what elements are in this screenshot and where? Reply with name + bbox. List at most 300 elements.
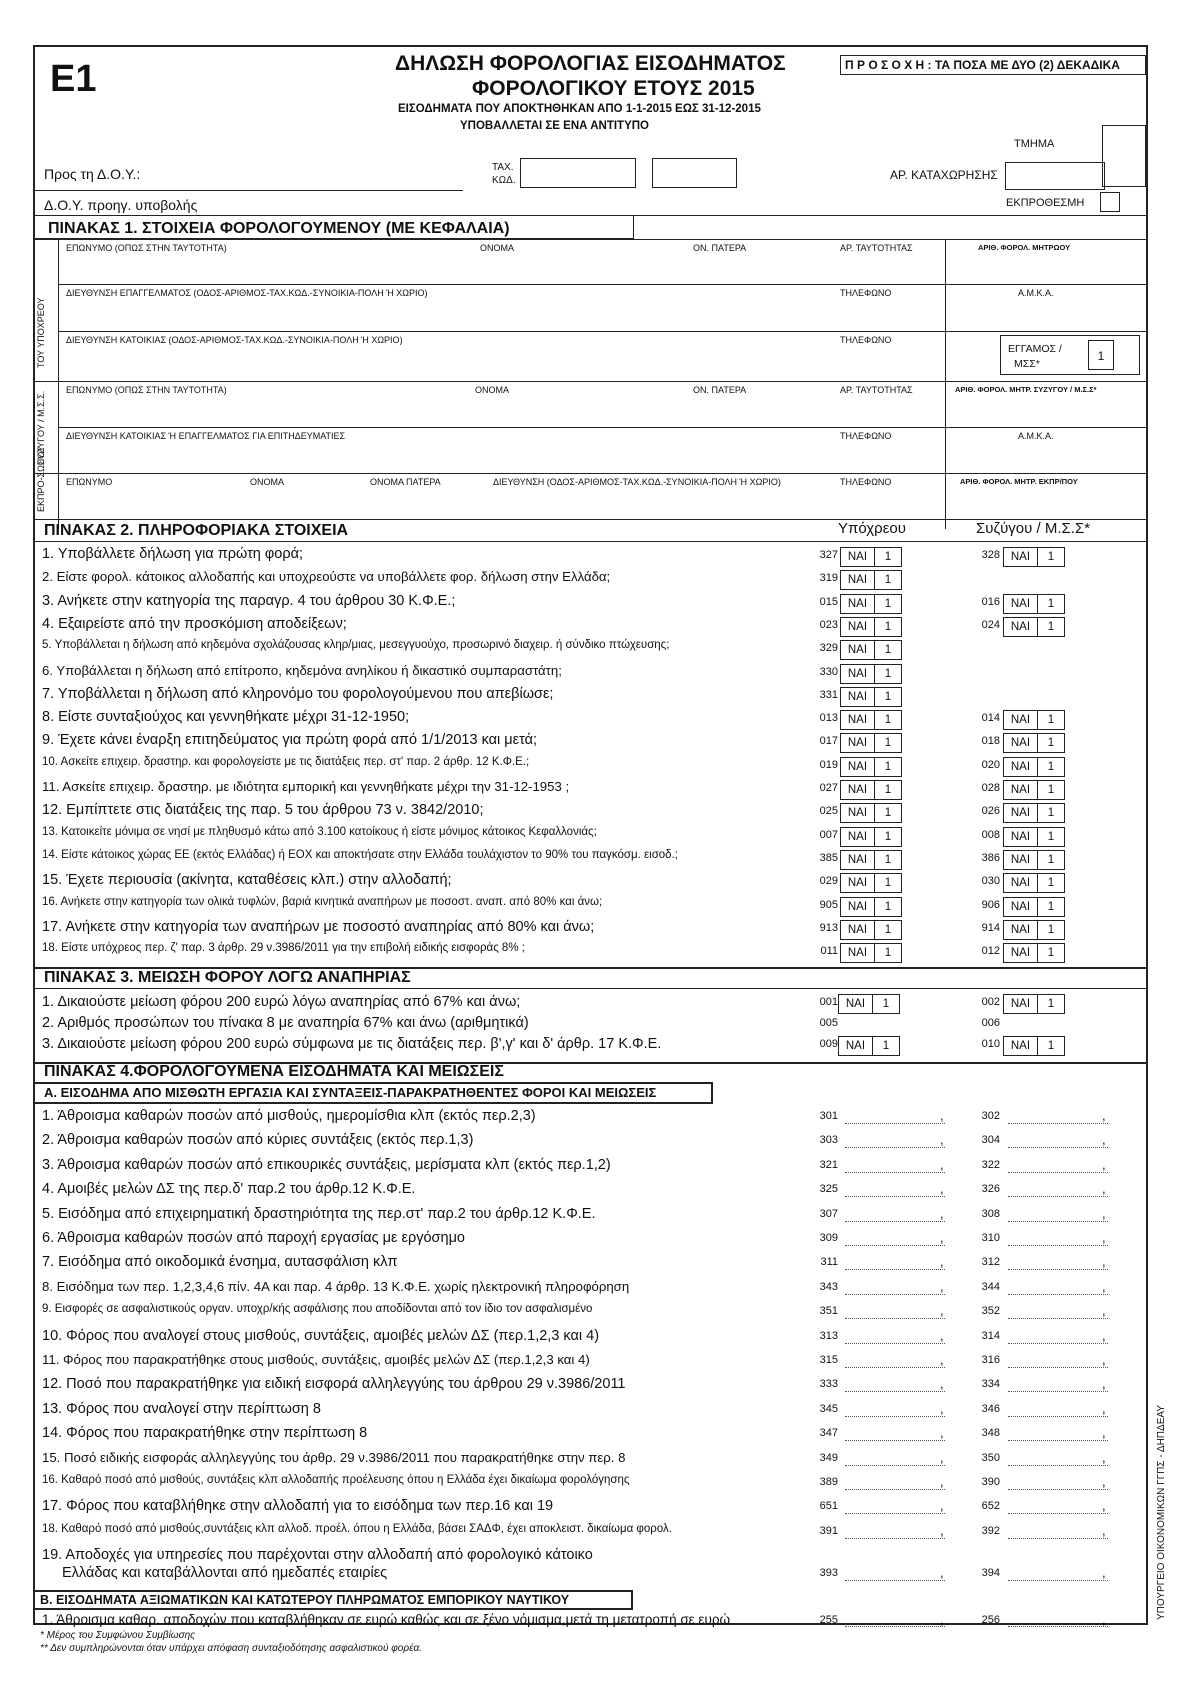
p4-row-label-cont: Ελλάδας και καταβάλλονται από ημεδαπές εταιρίες bbox=[62, 1565, 388, 1582]
p2-code-taxpayer: 023 bbox=[819, 618, 838, 631]
p4-field-spouse[interactable] bbox=[1008, 1416, 1108, 1417]
p4-code-spouse: 302 bbox=[981, 1110, 1000, 1122]
p4-field-taxpayer[interactable] bbox=[845, 1318, 945, 1319]
p2-yes-taxpayer[interactable] bbox=[840, 757, 902, 777]
checkbox-value[interactable]: 1 bbox=[884, 690, 892, 703]
p4-field-taxpayer[interactable] bbox=[845, 1269, 945, 1270]
p3-question: 1. Δικαιούστε μείωση φόρου 200 ευρώ λόγω αναπηρίας από 67% και άνω; bbox=[42, 994, 521, 1010]
yes-label: ΝΑΙ bbox=[1004, 995, 1038, 1013]
section-b-field1[interactable] bbox=[845, 1626, 945, 1627]
p4-field-taxpayer[interactable] bbox=[845, 1172, 945, 1173]
p3-code-taxpayer: 001 bbox=[819, 996, 838, 1008]
p4-code-taxpayer: 301 bbox=[819, 1110, 838, 1122]
p4-row-label: 2. Άθροισμα καθαρών ποσών από κύριες συντάξεις (εκτός περ.1,3) bbox=[42, 1132, 474, 1149]
p4-row-label: 18. Καθαρό ποσό από μισθούς,συντάξεις κλπ αλλοδ. προέλ. όπου η Ελλάδα, βάσει ΣΑΔΦ, έχει αποκλειστ. δικαίωμα φορολ. bbox=[42, 1522, 672, 1535]
ministry-side-label: ΥΠΟΥΡΓΕΙΟ ΟΙΚΟΝΟΜΙΚΩΝ ΓΓΠΣ - ΔΗΠΔΕΑΥ bbox=[1156, 1405, 1167, 1620]
p4-field-taxpayer[interactable] bbox=[845, 1245, 945, 1246]
p4-field-taxpayer[interactable] bbox=[845, 1343, 945, 1344]
yes-label: ΝΑΙ bbox=[1004, 711, 1038, 729]
phone-label-2: ΤΗΛΕΦΩΝΟ bbox=[840, 335, 892, 345]
p4-code-taxpayer: 343 bbox=[819, 1280, 838, 1293]
p4-code-taxpayer: 303 bbox=[819, 1134, 838, 1147]
p2-question: 5. Υποβάλλεται η δήλωση από κηδεμόνα σχολάζουσας κληρ/μιας, μεσεγγυούχο, προσωρινό διαχειρ. ή σύνδικο πτώχευσης; bbox=[42, 639, 670, 652]
p2-code-taxpayer: 019 bbox=[819, 758, 838, 771]
p2-code-spouse: 020 bbox=[981, 758, 1000, 771]
p2-question: 7. Υποβάλλεται η δήλωση από κληρονόμο του φορολογούμενου που απεβίωσε; bbox=[42, 685, 554, 702]
p2-yes-taxpayer[interactable] bbox=[840, 897, 902, 917]
p4-comma-taxpayer: , bbox=[940, 1303, 944, 1319]
col-taxpayer: Υπόχρεου bbox=[838, 520, 906, 537]
checkbox-value[interactable]: 1 bbox=[1047, 620, 1055, 633]
p2-code-taxpayer: 905 bbox=[819, 898, 838, 911]
department-label: ΤΜΗΜΑ bbox=[1014, 138, 1055, 150]
checkbox-value[interactable]: 1 bbox=[884, 667, 892, 680]
p2-yes-spouse[interactable] bbox=[1003, 827, 1065, 847]
p4-comma-spouse: , bbox=[1102, 1303, 1106, 1319]
p2-question: 9. Έχετε κάνει έναρξη επιτηδεύματος για πρώτη φορά από 1/1/2013 και μετά; bbox=[42, 732, 538, 749]
checkbox-value[interactable]: 1 bbox=[884, 597, 892, 610]
yes-label: ΝΑΙ bbox=[841, 851, 875, 869]
checkbox-value[interactable]: 1 bbox=[884, 807, 892, 820]
notice-text: Π Ρ Ο Σ Ο Χ Η : ΤΑ ΠΟΣΑ ΜΕ ΔΥΟ (2) ΔΕΚΑΔΙΚΑ bbox=[845, 58, 1120, 72]
p4-comma-taxpayer: , bbox=[940, 1474, 944, 1489]
p4-row-label: 6. Άθροισμα καθαρών ποσών από παροχή εργασίας με εργόσημο bbox=[42, 1230, 465, 1246]
p2-yes-taxpayer[interactable] bbox=[840, 733, 902, 753]
p2-yes-taxpayer[interactable] bbox=[840, 640, 902, 660]
yes-label: ΝΑΙ bbox=[1004, 898, 1038, 916]
checkbox-value[interactable]: 1 bbox=[1047, 1040, 1055, 1052]
father-label: ΟΝ. ΠΑΤΕΡΑ bbox=[693, 243, 747, 253]
p2-code-spouse: 914 bbox=[981, 921, 1000, 934]
panel2-title: ΠΙΝΑΚΑΣ 2. ΠΛΗΡΟΦΟΡΙΑΚΑ ΣΤΟΙΧΕΙΑ bbox=[44, 522, 349, 539]
p2-code-taxpayer: 331 bbox=[819, 688, 838, 701]
p2-yes-spouse[interactable] bbox=[1003, 710, 1065, 730]
p2-question: 4. Εξαιρείστε από την προσκόμιση αποδείξεων; bbox=[42, 615, 347, 632]
checkbox-value[interactable]: 1 bbox=[1047, 830, 1055, 843]
p2-yes-spouse[interactable] bbox=[1003, 873, 1065, 893]
p4-comma-taxpayer: , bbox=[940, 1376, 944, 1392]
p2-code-spouse: 026 bbox=[981, 805, 1000, 818]
yes-label: ΝΑΙ bbox=[841, 548, 875, 566]
p4-comma-taxpayer: , bbox=[940, 1156, 944, 1172]
p4-comma-spouse: , bbox=[1102, 1474, 1106, 1489]
p2-yes-taxpayer[interactable] bbox=[840, 873, 902, 893]
yes-label: ΝΑΙ bbox=[1004, 804, 1038, 822]
p4-comma-taxpayer: , bbox=[940, 1425, 944, 1441]
p4-code-spouse: 322 bbox=[981, 1158, 1000, 1171]
p4-code-spouse: 350 bbox=[981, 1451, 1000, 1464]
p4-row-label: 11. Φόρος που παρακρατήθηκε στους μισθούς, συντάξεις, αμοιβές μελών ΔΣ (περ.1,2,3 και 4) bbox=[42, 1352, 590, 1367]
p4-field-spouse[interactable] bbox=[1008, 1245, 1108, 1246]
home-address-label: ΔΙΕΥΘΥΝΣΗ ΚΑΤΟΙΚΙΑΣ (ΟΔΟΣ-ΑΡΙΘΜΟΣ-ΤΑΧ.ΚΩΔ.-ΣΥΝΟΙΚΙΑ-ΠΟΛΗ Ή ΧΩΡΙΟ) bbox=[66, 335, 403, 345]
p2-yes-spouse[interactable] bbox=[1003, 617, 1065, 637]
rep-phone-label: ΤΗΛΕΦΩΝΟ bbox=[840, 477, 892, 487]
p3-code-taxpayer: 009 bbox=[819, 1038, 838, 1050]
phone-label: ΤΗΛΕΦΩΝΟ bbox=[840, 288, 892, 298]
p2-code-spouse: 018 bbox=[981, 735, 1000, 748]
section-b-title: Β. ΕΙΣΟΔΗΜΑΤΑ ΑΞΙΩΜΑΤΙΚΩΝ ΚΑΙ ΚΑΤΩΤΕΡΟΥ ΠΛΗΡΩΜΑΤΟΣ ΕΜΠΟΡΙΚΟΥ ΝΑΥΤΙΚΟΥ bbox=[40, 1593, 570, 1607]
postal-code-input-2[interactable] bbox=[652, 158, 737, 188]
p4-field-taxpayer[interactable] bbox=[845, 1391, 945, 1392]
yes-label: ΝΑΙ bbox=[841, 944, 875, 962]
checkbox-value[interactable]: 1 bbox=[1047, 947, 1055, 960]
checkbox-value[interactable]: 1 bbox=[884, 947, 892, 960]
p2-yes-taxpayer[interactable] bbox=[840, 687, 902, 707]
p4-code-taxpayer: 307 bbox=[819, 1207, 838, 1220]
p4-code-spouse: 314 bbox=[981, 1329, 1000, 1342]
p4-comma-spouse: , bbox=[1102, 1108, 1106, 1123]
yes-label: ΝΑΙ bbox=[841, 595, 875, 613]
p4-code-spouse: 316 bbox=[981, 1354, 1000, 1366]
p2-yes-spouse[interactable] bbox=[1003, 850, 1065, 870]
p4-comma-spouse: , bbox=[1102, 1254, 1106, 1270]
yes-label: ΝΑΙ bbox=[839, 1037, 873, 1055]
title-line1: ΔΗΛΩΣΗ ΦΟΡΟΛΟΓΙΑΣ ΕΙΣΟΔΗΜΑΤΟΣ bbox=[395, 52, 786, 75]
p4-code-spouse: 390 bbox=[981, 1476, 1000, 1488]
p4-field-taxpayer[interactable] bbox=[845, 1196, 945, 1197]
checkbox-value[interactable]: 1 bbox=[1047, 900, 1055, 913]
p4-code-taxpayer: 309 bbox=[819, 1232, 838, 1244]
p4-field-spouse[interactable] bbox=[1008, 1367, 1108, 1368]
p4-field-spouse[interactable] bbox=[1008, 1465, 1108, 1466]
p4-field-taxpayer[interactable] bbox=[845, 1440, 945, 1441]
p2-code-spouse: 008 bbox=[981, 828, 1000, 841]
p4-comma-taxpayer: , bbox=[940, 1565, 944, 1581]
p4-field-taxpayer[interactable] bbox=[845, 1221, 945, 1222]
p4-field-spouse[interactable] bbox=[1008, 1538, 1108, 1539]
p4-comma-spouse: , bbox=[1102, 1230, 1106, 1245]
p4-code-spouse: 346 bbox=[981, 1402, 1000, 1415]
p4-code-taxpayer: 349 bbox=[819, 1451, 838, 1464]
deadline-checkbox[interactable] bbox=[1100, 192, 1120, 212]
p4-field-spouse[interactable] bbox=[1008, 1391, 1108, 1392]
p4-code-spouse: 394 bbox=[981, 1567, 1000, 1580]
side-taxpayer: ΤΟΥ ΥΠΟΧΡΕΟΥ bbox=[36, 297, 46, 368]
section-b-code2: 256 bbox=[981, 1614, 1000, 1626]
yes-label: ΝΑΙ bbox=[1004, 781, 1038, 799]
p4-field-spouse[interactable] bbox=[1008, 1123, 1108, 1124]
p2-yes-taxpayer[interactable] bbox=[840, 920, 902, 940]
p4-row-label: 12. Ποσό που παρακρατήθηκε για ειδική εισφορά αλληλεγγύης του άρθρου 29 ν.3986/2011 bbox=[42, 1376, 626, 1393]
p2-yes-spouse[interactable] bbox=[1003, 803, 1065, 823]
department-input[interactable] bbox=[1102, 125, 1146, 187]
p2-code-taxpayer: 015 bbox=[819, 595, 838, 608]
yes-label: ΝΑΙ bbox=[1004, 548, 1038, 566]
p4-code-spouse: 352 bbox=[981, 1305, 1000, 1318]
p4-field-taxpayer[interactable] bbox=[845, 1416, 945, 1417]
checkbox-value[interactable]: 1 bbox=[884, 760, 892, 773]
checkbox-value[interactable]: 1 bbox=[1047, 998, 1055, 1010]
p2-code-spouse: 906 bbox=[981, 898, 1000, 911]
checkbox-value[interactable]: 1 bbox=[884, 644, 892, 657]
p4-comma-spouse: , bbox=[1102, 1205, 1106, 1221]
yes-label: ΝΑΙ bbox=[841, 688, 875, 706]
checkbox-value[interactable]: 1 bbox=[1047, 760, 1055, 773]
p2-code-taxpayer: 913 bbox=[819, 921, 838, 934]
yes-label: ΝΑΙ bbox=[841, 758, 875, 776]
p2-question: 11. Ασκείτε επιχειρ. δραστηρ. με ιδιότητα εμπορική και γεννηθήκατε μέχρι την 31-12-1953 ; bbox=[42, 779, 570, 794]
p4-comma-spouse: , bbox=[1102, 1327, 1106, 1343]
postal-code-label2: ΚΩΔ. bbox=[492, 175, 516, 186]
p4-comma-taxpayer: , bbox=[940, 1254, 944, 1270]
p2-code-taxpayer: 319 bbox=[819, 572, 838, 585]
checkbox-value[interactable]: 1 bbox=[884, 784, 892, 796]
yes-label: ΝΑΙ bbox=[841, 665, 875, 683]
p4-code-taxpayer: 345 bbox=[819, 1402, 838, 1415]
p4-row-label: 19. Αποδοχές για υπηρεσίες που παρέχονται στην αλλοδαπή από φορολογικό κάτοικο bbox=[42, 1547, 593, 1564]
p4-field-spouse[interactable] bbox=[1008, 1440, 1108, 1441]
p4-field-spouse[interactable] bbox=[1008, 1513, 1108, 1514]
p4-field-spouse[interactable] bbox=[1008, 1489, 1108, 1490]
id-label: ΑΡ. ΤΑΥΤΟΤΗΤΑΣ bbox=[840, 243, 913, 253]
p3-yes-spouse[interactable] bbox=[1003, 994, 1065, 1014]
p2-question: 1. Υποβάλλετε δήλωση για πρώτη φορά; bbox=[42, 546, 304, 562]
rep-name-label: ΟΝΟΜΑ bbox=[250, 477, 285, 487]
p4-field-taxpayer[interactable] bbox=[845, 1489, 945, 1490]
checkbox-value[interactable]: 1 bbox=[884, 551, 892, 563]
p4-code-taxpayer: 313 bbox=[819, 1329, 838, 1342]
p2-yes-spouse[interactable] bbox=[1003, 733, 1065, 753]
doy-label: Προς τη Δ.Ο.Υ.: bbox=[44, 166, 141, 182]
married-value[interactable]: 1 bbox=[1088, 340, 1114, 370]
p4-comma-spouse: , bbox=[1102, 1425, 1106, 1441]
yes-label: ΝΑΙ bbox=[1004, 618, 1038, 636]
p4-field-spouse[interactable] bbox=[1008, 1221, 1108, 1222]
p4-comma-spouse: , bbox=[1102, 1132, 1106, 1148]
checkbox-value[interactable]: 1 bbox=[884, 900, 892, 913]
checkbox-value[interactable]: 1 bbox=[1047, 597, 1055, 610]
p4-row-label: 17. Φόρος που καταβλήθηκε στην αλλοδαπή για το εισόδημα των περ.16 και 19 bbox=[42, 1498, 554, 1515]
work-address-label: ΔΙΕΥΘΥΝΣΗ ΕΠΑΓΓΕΛΜΑΤΟΣ (ΟΔΟΣ-ΑΡΙΘΜΟΣ-ΤΑΧ.ΚΩΔ.-ΣΥΝΟΙΚΙΑ-ΠΟΛΗ Ή ΧΩΡΙΟ) bbox=[66, 288, 428, 298]
subtitle-line2: ΥΠΟΒΑΛΛΕΤΑΙ ΣΕ ΕΝΑ ΑΝΤΙΤΥΠΟ bbox=[460, 120, 649, 132]
p2-yes-spouse[interactable] bbox=[1003, 594, 1065, 614]
p4-code-taxpayer: 311 bbox=[820, 1256, 838, 1269]
p3-code-taxpayer: 005 bbox=[819, 1017, 838, 1029]
p4-comma-spouse: , bbox=[1102, 1449, 1106, 1465]
p4-row-label: 10. Φόρος που αναλογεί στους μισθούς, συντάξεις, αμοιβές μελών ΔΣ (περ.1,2,3 και 4) bbox=[42, 1327, 600, 1344]
footnote-2: ** Δεν συμπληρώνονται όταν υπάρχει απόφαση συνταξιοδότησης ασφαλιστικού φορέα. bbox=[40, 1643, 422, 1654]
yes-label: ΝΑΙ bbox=[1004, 758, 1038, 776]
p4-code-spouse: 308 bbox=[981, 1207, 1000, 1220]
p4-field-spouse[interactable] bbox=[1008, 1269, 1108, 1270]
p4-field-taxpayer[interactable] bbox=[845, 1147, 945, 1148]
p4-comma-taxpayer: , bbox=[940, 1132, 944, 1148]
postal-code-input[interactable] bbox=[520, 158, 636, 188]
p2-yes-taxpayer[interactable] bbox=[840, 710, 902, 730]
p4-code-spouse: 392 bbox=[981, 1524, 1000, 1537]
yes-label: ΝΑΙ bbox=[1004, 1037, 1038, 1055]
p4-comma-taxpayer: , bbox=[940, 1498, 944, 1514]
p4-code-spouse: 652 bbox=[981, 1500, 1000, 1513]
p4-code-spouse: 344 bbox=[981, 1280, 1000, 1293]
p4-field-taxpayer[interactable] bbox=[845, 1294, 945, 1295]
checkbox-value[interactable]: 1 bbox=[1047, 807, 1055, 820]
checkbox-value[interactable]: 1 bbox=[884, 877, 892, 890]
p2-yes-spouse[interactable] bbox=[1003, 920, 1065, 940]
p2-yes-taxpayer[interactable] bbox=[840, 827, 902, 847]
p4-field-taxpayer[interactable] bbox=[845, 1580, 945, 1581]
spouse-afm-label: ΑΡΙΘ. ΦΟΡΟΛ. ΜΗΤΡ. ΣΥΖΥΓΟΥ / Μ.Σ.Σ* bbox=[955, 385, 1097, 394]
panel4-title: ΠΙΝΑΚΑΣ 4.ΦΟΡΟΛΟΓΟΥΜΕΝΑ ΕΙΣΟΔΗΜΑΤΑ ΚΑΙ ΜΕΙΩΣΕΙΣ bbox=[44, 1063, 504, 1080]
p4-field-taxpayer[interactable] bbox=[845, 1538, 945, 1539]
rep-address-label: ΔΙΕΥΘΥΝΣΗ (ΟΔΟΣ-ΑΡΙΘΜΟΣ-ΤΑΧ.ΚΩΔ.-ΣΥΝΟΙΚΙΑ-ΠΟΛΗ Ή ΧΩΡΙΟ) bbox=[493, 477, 781, 487]
yes-label: ΝΑΙ bbox=[841, 734, 875, 752]
p2-yes-spouse[interactable] bbox=[1003, 897, 1065, 917]
p2-yes-taxpayer[interactable] bbox=[840, 570, 902, 590]
section-b-comma1: , bbox=[940, 1612, 944, 1627]
spouse-name-label: ΟΝΟΜΑ bbox=[475, 385, 510, 395]
spouse-father-label: ΟΝ. ΠΑΤΕΡΑ bbox=[693, 385, 747, 395]
p3-yes-taxpayer[interactable] bbox=[838, 994, 900, 1014]
p4-row-label: 7. Εισόδημα από οικοδομικά ένσημα, αυτασφάλιση κλπ bbox=[42, 1254, 398, 1271]
p2-code-taxpayer: 025 bbox=[819, 805, 838, 818]
p2-code-spouse: 030 bbox=[981, 875, 1000, 888]
panel1-title: ΠΙΝΑΚΑΣ 1. ΣΤΟΙΧΕΙΑ ΦΟΡΟΛΟΓΟΥΜΕΝΟΥ (ΜΕ ΚΕΦΑΛΑΙΑ) bbox=[48, 220, 510, 237]
p4-code-taxpayer: 391 bbox=[819, 1524, 838, 1537]
p2-yes-taxpayer[interactable] bbox=[840, 664, 902, 684]
p4-comma-spouse: , bbox=[1102, 1498, 1106, 1514]
panel3-title: ΠΙΝΑΚΑΣ 3. ΜΕΙΩΣΗ ΦΟΡΟΥ ΛΟΓΩ ΑΝΑΠΗΡΙΑΣ bbox=[44, 969, 411, 986]
spouse-address-label: ΔΙΕΥΘΥΝΣΗ ΚΑΤΟΙΚΙΑΣ Ή ΕΠΑΓΓΕΛΜΑΤΟΣ ΓΙΑ ΕΠΙΤΗΔΕΥΜΑΤΙΕΣ bbox=[66, 431, 346, 441]
checkbox-value[interactable]: 1 bbox=[1047, 923, 1055, 936]
p4-field-spouse[interactable] bbox=[1008, 1147, 1108, 1148]
section-b-row: 1. Άθροισμα καθαρ. αποδοχών που καταβλήθηκαν σε ευρώ καθώς και σε ξένο νόμισμα,μετά τη μετατροπή σε ευρώ bbox=[42, 1612, 731, 1627]
p4-code-taxpayer: 389 bbox=[819, 1476, 838, 1488]
checkbox-value[interactable]: 1 bbox=[882, 1040, 890, 1052]
p2-question: 18. Είστε υπόχρεος περ. ζ' παρ. 3 άρθρ. 29 ν.3986/2011 για την επιβολή ειδικής εισφοράς 8% ; bbox=[42, 942, 525, 955]
p4-field-taxpayer[interactable] bbox=[845, 1513, 945, 1514]
p2-code-spouse: 014 bbox=[981, 712, 1000, 725]
form-code: Ε1 bbox=[50, 58, 97, 100]
yes-label: ΝΑΙ bbox=[841, 874, 875, 892]
checkbox-value[interactable]: 1 bbox=[1047, 877, 1055, 890]
p4-field-spouse[interactable] bbox=[1008, 1196, 1108, 1197]
afm-label: ΑΡΙΘ. ΦΟΡΟΛ. ΜΗΤΡΩΟΥ bbox=[978, 243, 1071, 252]
spouse-surname-label: ΕΠΩΝΥΜΟ (ΟΠΩΣ ΣΤΗΝ ΤΑΥΤΟΤΗΤΑ) bbox=[66, 385, 227, 395]
p2-yes-spouse[interactable] bbox=[1003, 943, 1065, 963]
name-label: ΟΝΟΜΑ bbox=[480, 243, 515, 253]
checkbox-value[interactable]: 1 bbox=[1047, 714, 1055, 727]
yes-label: ΝΑΙ bbox=[1004, 734, 1038, 752]
yes-label: ΝΑΙ bbox=[841, 781, 875, 799]
p4-code-taxpayer: 315 bbox=[819, 1354, 838, 1366]
p2-code-taxpayer: 327 bbox=[819, 549, 838, 561]
checkbox-value[interactable]: 1 bbox=[1047, 853, 1055, 866]
checkbox-value[interactable]: 1 bbox=[884, 620, 892, 633]
p2-question: 6. Υποβάλλεται η δήλωση από επίτροπο, κηδεμόνα ανηλίκου ή δικαστικό συμπαραστάτη; bbox=[42, 662, 562, 678]
checkbox-value[interactable]: 1 bbox=[884, 830, 892, 843]
p2-yes-taxpayer[interactable] bbox=[840, 780, 902, 800]
section-b-comma2: , bbox=[1102, 1612, 1106, 1627]
p4-comma-spouse: , bbox=[1102, 1400, 1106, 1416]
p4-row-label: 16. Καθαρό ποσό από μισθούς, συντάξεις κλπ αλλοδαπής προέλευσης όπου η Ελλάδα έχει δικαίωμα φορολόγησης bbox=[42, 1474, 630, 1486]
p4-row-label: 9. Εισφορές σε ασφαλιστικούς οργαν. υποχρ/κής ασφάλισης που αποδίδονται από τον ίδιο τον ασφαλισμένο bbox=[42, 1303, 593, 1316]
p2-code-spouse: 028 bbox=[981, 782, 1000, 794]
yes-label: ΝΑΙ bbox=[1004, 921, 1038, 939]
p4-field-spouse[interactable] bbox=[1008, 1343, 1108, 1344]
p4-row-label: 4. Αμοιβές μελών ΔΣ της περ.δ' παρ.2 του άρθρ.12 Κ.Φ.Ε. bbox=[42, 1181, 416, 1198]
p4-row-label: 15. Ποσό ειδικής εισφοράς αλληλεγγύης του άρθρ. 29 ν.3986/2011 που παρακρατήθηκε στην περ. 8 bbox=[42, 1449, 626, 1465]
p4-field-taxpayer[interactable] bbox=[845, 1367, 945, 1368]
col-spouse: Συζύγου / Μ.Σ.Σ* bbox=[976, 520, 1091, 537]
yes-label: ΝΑΙ bbox=[841, 641, 875, 659]
p2-yes-spouse[interactable] bbox=[1003, 757, 1065, 777]
p4-code-taxpayer: 393 bbox=[819, 1567, 838, 1580]
p4-field-spouse[interactable] bbox=[1008, 1318, 1108, 1319]
p4-field-spouse[interactable] bbox=[1008, 1580, 1108, 1581]
p4-code-taxpayer: 333 bbox=[819, 1378, 838, 1391]
subtitle-line1: ΕΙΣΟΔΗΜΑΤΑ ΠΟΥ ΑΠΟΚΤΗΘΗΚΑΝ ΑΠΟ 1-1-2015 ΕΩΣ 31-12-2015 bbox=[398, 103, 761, 115]
p2-code-taxpayer: 017 bbox=[819, 735, 838, 748]
p2-yes-taxpayer[interactable] bbox=[840, 617, 902, 637]
p2-code-taxpayer: 029 bbox=[819, 875, 838, 888]
p4-code-taxpayer: 347 bbox=[819, 1427, 838, 1440]
p4-code-taxpayer: 351 bbox=[819, 1305, 838, 1318]
p2-question: 2. Είστε φορολ. κάτοικος αλλοδαπής και υποχρεούστε να υποβάλλετε φορ. δήλωση στην Ελλάδα; bbox=[42, 569, 611, 585]
checkbox-value[interactable]: 1 bbox=[1047, 784, 1055, 796]
p4-field-spouse[interactable] bbox=[1008, 1172, 1108, 1173]
checkbox-value[interactable]: 1 bbox=[884, 853, 892, 866]
checkbox-value[interactable]: 1 bbox=[884, 923, 892, 936]
section-b-code1: 255 bbox=[819, 1614, 838, 1626]
p4-code-spouse: 310 bbox=[981, 1232, 1000, 1244]
checkbox-value[interactable]: 1 bbox=[884, 737, 892, 750]
p2-question: 10. Ασκείτε επιχειρ. δραστηρ. και φορολογείστε με τις διατάξεις περ. στ' παρ. 2 άρθρ. 12 Κ.Φ.Ε.; bbox=[42, 755, 530, 768]
p4-row-label: 8. Εισόδημα των περ. 1,2,3,4,6 πίν. 4Α και παρ. 4 άρθρ. 13 Κ.Φ.Ε. χωρίς ηλεκτρονική πληροφόρηση bbox=[42, 1278, 630, 1294]
p2-yes-taxpayer[interactable] bbox=[840, 943, 902, 963]
rep-afm-label: ΑΡΙΘ. ΦΟΡΟΛ. ΜΗΤΡ. ΕΚΠΡ/ΠΟΥ bbox=[960, 477, 1078, 486]
p4-comma-taxpayer: , bbox=[940, 1352, 944, 1367]
yes-label: ΝΑΙ bbox=[841, 898, 875, 916]
checkbox-value[interactable]: 1 bbox=[884, 714, 892, 727]
p3-code-spouse: 010 bbox=[981, 1038, 1000, 1050]
p4-comma-spouse: , bbox=[1102, 1278, 1106, 1294]
checkbox-value[interactable]: 1 bbox=[1047, 737, 1055, 750]
p3-yes-spouse[interactable] bbox=[1003, 1036, 1065, 1056]
checkbox-value[interactable]: 1 bbox=[882, 998, 890, 1010]
p3-code-spouse: 006 bbox=[981, 1017, 1000, 1029]
p4-row-label: 5. Εισόδημα από επιχειρηματική δραστηριότητα της περ.στ' παρ.2 του άρθρ.12 Κ.Φ.Ε. bbox=[42, 1205, 596, 1222]
p4-field-spouse[interactable] bbox=[1008, 1294, 1108, 1295]
yes-label: ΝΑΙ bbox=[841, 571, 875, 589]
section-b-field2[interactable] bbox=[1008, 1626, 1108, 1627]
p4-row-label: 14. Φόρος που παρακρατήθηκε στην περίπτωση 8 bbox=[42, 1425, 368, 1442]
p3-question: 3. Δικαιούστε μείωση φόρου 200 ευρώ σύμφωνα με τις διατάξεις περ. β',γ' και δ' άρθρ. 17 Κ.Φ.Ε. bbox=[42, 1036, 662, 1052]
p2-question: 13. Κατοικείτε μόνιμα σε νησί με πληθυσμό κάτω από 3.100 κατοίκους ή είστε μόνιμος κάτοικος Κεφαλλονιάς; bbox=[42, 825, 597, 838]
p2-code-taxpayer: 385 bbox=[819, 851, 838, 864]
p4-field-taxpayer[interactable] bbox=[845, 1123, 945, 1124]
p4-comma-taxpayer: , bbox=[940, 1230, 944, 1245]
p2-yes-taxpayer[interactable] bbox=[840, 547, 902, 567]
p2-code-taxpayer: 007 bbox=[819, 828, 838, 841]
p2-yes-taxpayer[interactable] bbox=[840, 803, 902, 823]
checkbox-value[interactable]: 1 bbox=[884, 574, 892, 587]
p4-field-taxpayer[interactable] bbox=[845, 1465, 945, 1466]
married-label-2: ΜΣΣ* bbox=[1014, 358, 1040, 370]
checkbox-value[interactable]: 1 bbox=[1047, 551, 1055, 563]
p3-yes-taxpayer[interactable] bbox=[838, 1036, 900, 1056]
p2-yes-taxpayer[interactable] bbox=[840, 594, 902, 614]
p2-code-spouse: 016 bbox=[981, 595, 1000, 608]
registration-input[interactable] bbox=[1005, 162, 1105, 190]
p2-yes-taxpayer[interactable] bbox=[840, 850, 902, 870]
p4-comma-taxpayer: , bbox=[940, 1449, 944, 1465]
surname-label: ΕΠΩΝΥΜΟ (ΟΠΩΣ ΣΤΗΝ ΤΑΥΤΟΤΗΤΑ) bbox=[66, 243, 227, 253]
p4-comma-spouse: , bbox=[1102, 1181, 1106, 1197]
p2-code-spouse: 386 bbox=[981, 851, 1000, 864]
p2-yes-spouse[interactable] bbox=[1003, 780, 1065, 800]
p2-yes-spouse[interactable] bbox=[1003, 547, 1065, 567]
